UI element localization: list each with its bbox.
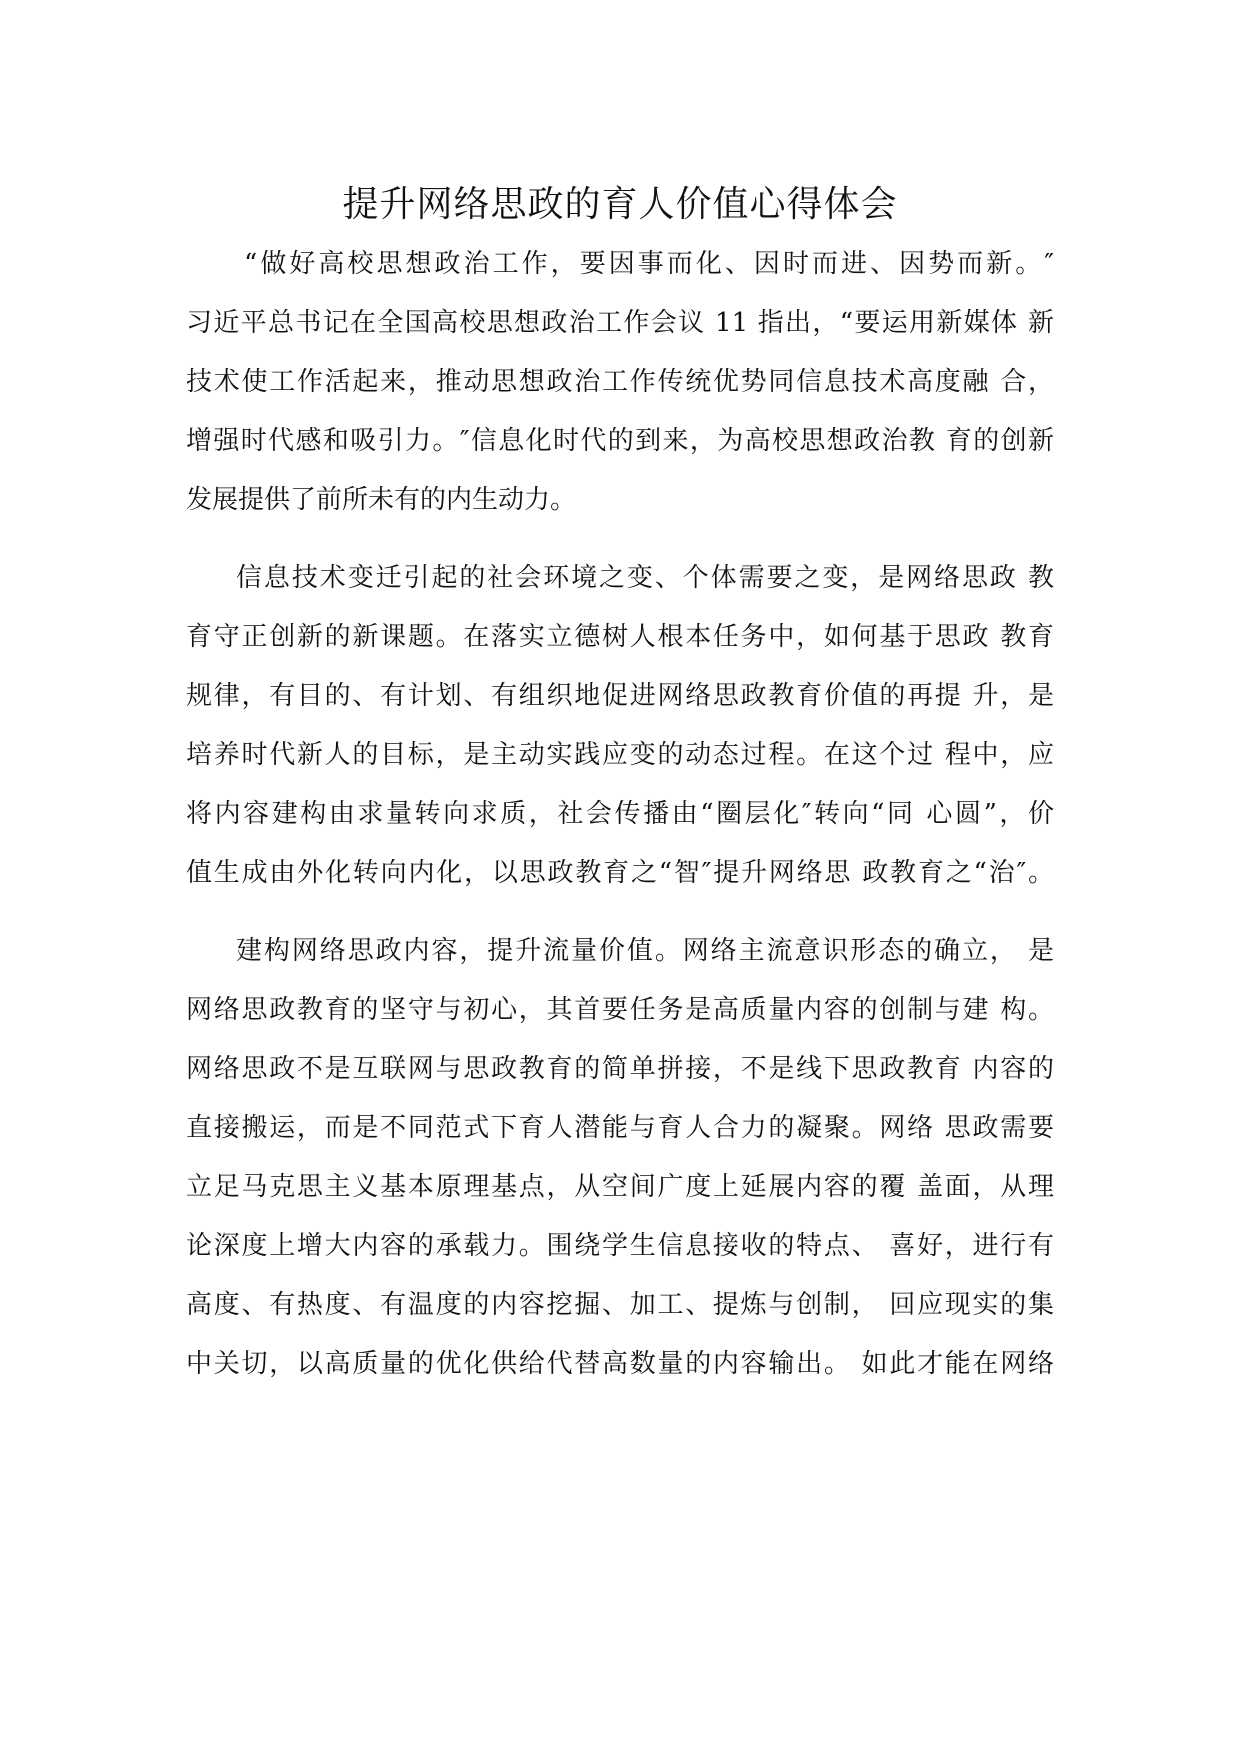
paragraph-2-line-5: 将内容建构由求量转向求质，社会传播由“圈层化″转向“同 心圆”，价 bbox=[186, 799, 1054, 829]
paragraph-3-line-3: 网络思政不是互联网与思政教育的简单拼接，不是线下思政教育 内容的 bbox=[186, 1054, 1054, 1084]
paragraph-1-line-5: 发展提供了前所未有的内生动力。 bbox=[186, 485, 577, 515]
paragraph-2-line-6: 值生成由外化转向内化，以思政教育之“智″提升网络思 政教育之“治″。 bbox=[186, 858, 1054, 888]
paragraph-3-line-8: 中关切，以高质量的优化供给代替高数量的内容输出。 如此才能在网络 bbox=[186, 1349, 1054, 1379]
paragraph-1-line-2: 习近平总书记在全国高校思想政治工作会议 11 指出，“要运用新媒体 新 bbox=[186, 308, 1054, 338]
paragraph-3-line-2: 网络思政教育的坚守与初心，其首要任务是高质量内容的创制与建 构。 bbox=[186, 995, 1054, 1025]
paragraph-2-line-3: 规律，有目的、有计划、有组织地促进网络思政教育价值的再提 升，是 bbox=[186, 681, 1054, 711]
paragraph-2-line-1: 信息技术变迁引起的社会环境之变、个体需要之变，是网络思政 教 bbox=[236, 563, 1054, 593]
paragraph-1-line-3: 技术使工作活起来，推动思想政治工作传统优势同信息技术高度融 合， bbox=[186, 367, 1054, 397]
paragraph-1-line-4: 增强时代感和吸引力。″信息化时代的到来，为高校思想政治教 育的创新 bbox=[186, 426, 1054, 456]
paragraph-3-line-1: 建构网络思政内容，提升流量价值。网络主流意识形态的确立， 是 bbox=[236, 936, 1054, 966]
paragraph-3-line-6: 论深度上增大内容的承载力。围绕学生信息接收的特点、 喜好，进行有 bbox=[186, 1231, 1054, 1261]
page-title: 提升网络思政的育人价值心得体会 bbox=[342, 184, 898, 225]
paragraph-2-line-2: 育守正创新的新课题。在落实立德树人根本任务中，如何基于思政 教育 bbox=[186, 622, 1054, 652]
paragraph-3-line-7: 高度、有热度、有温度的内容挖掘、加工、提炼与创制， 回应现实的集 bbox=[186, 1290, 1054, 1320]
paragraph-3-line-4: 直接搬运，而是不同范式下育人潜能与育人合力的凝聚。网络 思政需要 bbox=[186, 1113, 1054, 1143]
paragraph-2-line-4: 培养时代新人的目标，是主动实践应变的动态过程。在这个过 程中，应 bbox=[186, 740, 1054, 770]
paragraph-3-line-5: 立足马克思主义基本原理基点，从空间广度上延展内容的覆 盖面，从理 bbox=[186, 1172, 1054, 1202]
paragraph-1-line-1: “做好高校思想政治工作，要因事而化、因时而进、因势而新。″ bbox=[244, 249, 1054, 279]
